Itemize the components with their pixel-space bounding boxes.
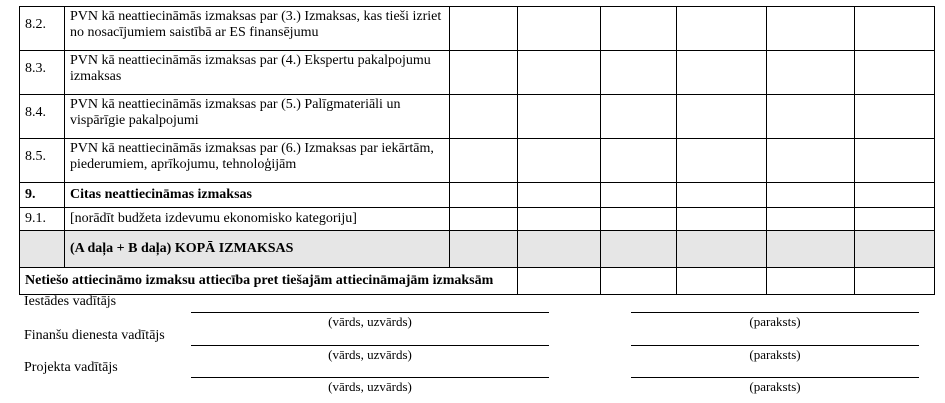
table-cell (450, 51, 518, 95)
row-number: 8.5. (20, 139, 65, 183)
table-cell (518, 7, 601, 51)
row-description: [norādīt budžeta izdevumu ekonomisko kategoriju] (65, 208, 450, 231)
name-caption: (vārds, uzvārds) (328, 314, 412, 329)
table-cell (450, 7, 518, 51)
row-number: 8.4. (20, 95, 65, 139)
table-cell (601, 183, 677, 208)
signature-label-head: Iestādes vadītājs (24, 294, 117, 309)
signature-line (631, 377, 919, 378)
table-row (20, 51, 935, 95)
table-cell (767, 268, 855, 295)
row-number: 9. (20, 183, 65, 208)
table-cell (518, 231, 601, 268)
table-cell (601, 208, 677, 231)
budget-table (19, 6, 935, 295)
table-cell (601, 139, 677, 183)
table-cell (677, 208, 767, 231)
table-cell (677, 7, 767, 51)
table-row (20, 183, 935, 208)
signature-caption: (paraksts) (749, 379, 801, 394)
signature-caption: (paraksts) (749, 314, 801, 329)
table-cell (518, 208, 601, 231)
row-description: PVN kā neattiecināmās izmaksas par (4.) Ekspertu pakalpojumu izmaksas (65, 51, 450, 95)
table-cell (601, 51, 677, 95)
table-cell (767, 208, 855, 231)
row-description: Citas neattiecināmas izmaksas (65, 183, 450, 208)
table-cell (518, 183, 601, 208)
table-cell (450, 95, 518, 139)
table-cell (855, 268, 935, 295)
row-number: 8.2. (20, 7, 65, 51)
table-cell (450, 183, 518, 208)
signature-line (631, 345, 919, 346)
table-cell (767, 231, 855, 268)
table-cell (677, 139, 767, 183)
table-cell (518, 95, 601, 139)
ratio-row (20, 268, 935, 295)
table-cell (450, 231, 518, 268)
table-row (20, 208, 935, 231)
name-line (191, 312, 549, 313)
table-cell (518, 51, 601, 95)
table-cell (855, 139, 935, 183)
table-cell (767, 51, 855, 95)
table-cell (677, 268, 767, 295)
table-cell (767, 7, 855, 51)
signature-label-finance: Finanšu dienesta vadītājs (24, 328, 165, 343)
ratio-label: Netiešo attiecināmo izmaksu attiecība pret tiešajām attiecināmajām izmaksām (20, 268, 518, 295)
table-cell (855, 7, 935, 51)
table-cell (767, 139, 855, 183)
table-cell (601, 95, 677, 139)
table-row (20, 95, 935, 139)
row-description: PVN kā neattiecināmās izmaksas par (5.) Palīgmateriāli un vispārīgie pakalpojumi (65, 95, 450, 139)
table-cell (518, 268, 601, 295)
table-cell (855, 51, 935, 95)
signature-caption: (paraksts) (749, 347, 801, 362)
table-cell (450, 208, 518, 231)
table-cell (601, 7, 677, 51)
row-description: PVN kā neattiecināmās izmaksas par (3.) Izmaksas, kas tieši izriet no nosacījumiem saistībā ar ES finansējumu (65, 7, 450, 51)
total-label: (A daļa + B daļa) KOPĀ IZMAKSAS (65, 231, 450, 268)
row-description: PVN kā neattiecināmās izmaksas par (6.) Izmaksas par iekārtām, piederumiem, aprīkojumu, tehnoloģijām (65, 139, 450, 183)
table-row (20, 139, 935, 183)
table-cell (677, 183, 767, 208)
table-cell (855, 183, 935, 208)
total-row (20, 231, 935, 268)
table-cell (677, 51, 767, 95)
name-line (191, 345, 549, 346)
table-cell (601, 268, 677, 295)
table-cell (855, 231, 935, 268)
table-cell (677, 95, 767, 139)
table-cell (855, 95, 935, 139)
table-cell (855, 208, 935, 231)
signature-line (631, 312, 919, 313)
table-cell (450, 139, 518, 183)
table-cell (601, 231, 677, 268)
name-line (191, 377, 549, 378)
table-row (20, 7, 935, 51)
table-cell (518, 139, 601, 183)
table-cell (767, 95, 855, 139)
row-number: 8.3. (20, 51, 65, 95)
name-caption: (vārds, uzvārds) (328, 379, 412, 394)
table-cell (20, 231, 65, 268)
row-number: 9.1. (20, 208, 65, 231)
table-cell (677, 231, 767, 268)
name-caption: (vārds, uzvārds) (328, 347, 412, 362)
table-cell (767, 183, 855, 208)
signature-label-project: Projekta vadītājs (24, 360, 118, 375)
